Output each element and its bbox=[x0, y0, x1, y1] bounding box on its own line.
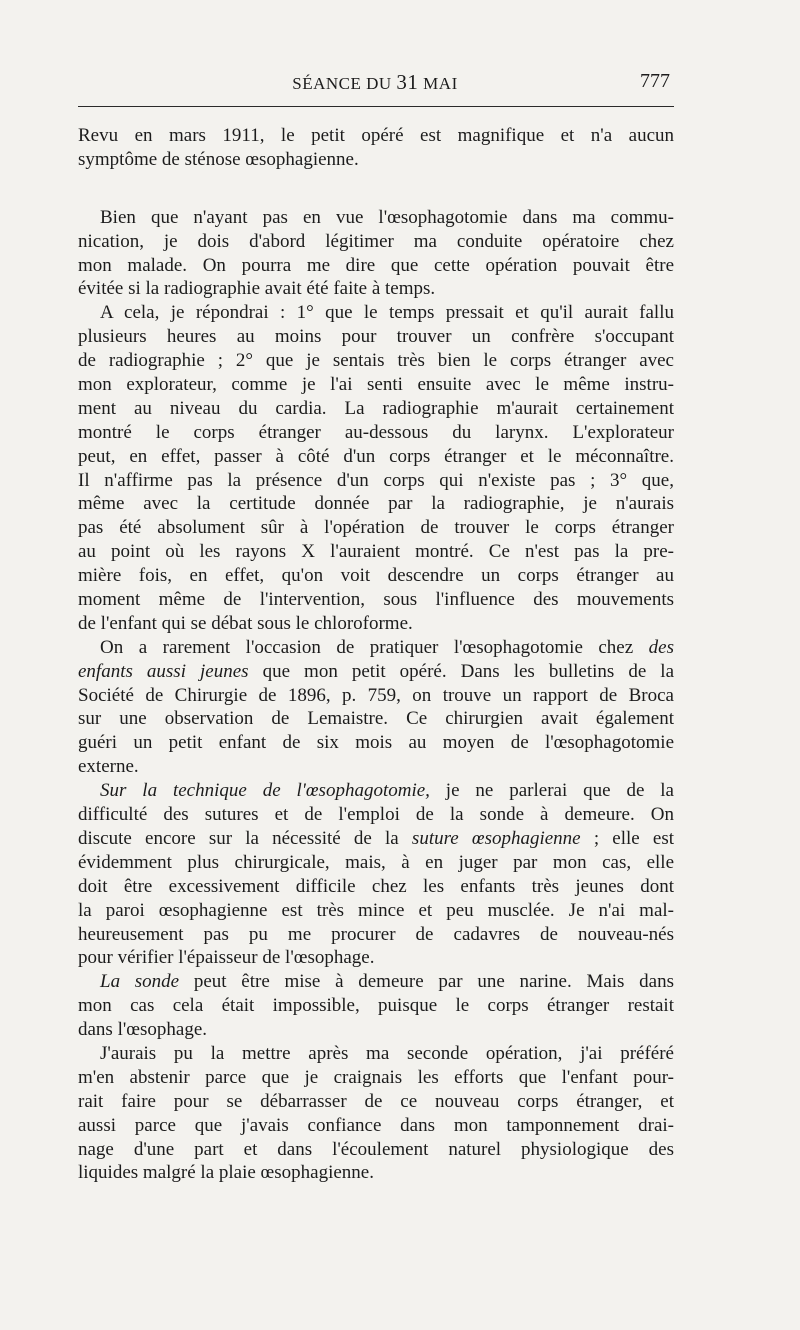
paragraph bbox=[78, 1042, 674, 1185]
text-run: peut être mise à demeure par une narine. Mais dans bbox=[179, 971, 674, 993]
text-run: discute encore sur la nécessité de la bbox=[78, 827, 412, 849]
italic-run: suture œsophagienne bbox=[411, 827, 581, 849]
text-run: ; elle est bbox=[580, 827, 674, 849]
italic-run: La sonde bbox=[100, 971, 180, 993]
text-line: mon malade. On pourra me dire que cette opération pouvait être bbox=[78, 254, 674, 276]
italic-run: Sur la technique de l'œsophagotomie, bbox=[100, 780, 430, 802]
text-line bbox=[78, 660, 674, 684]
running-header bbox=[78, 70, 672, 96]
text-line: montré le corps étranger au-dessous du larynx. L'explorateur bbox=[78, 421, 674, 443]
header-title-month: MAI bbox=[418, 74, 458, 93]
paragraph bbox=[78, 779, 674, 970]
paragraph bbox=[78, 206, 674, 302]
text-line: liquides malgré la plaie œsophagienne. bbox=[78, 1162, 374, 1184]
italic-run: enfants aussi jeunes bbox=[78, 660, 249, 682]
text-line bbox=[78, 970, 674, 994]
paragraph bbox=[78, 301, 674, 635]
text-line: peut, en effet, passer à côté d'un corps étranger et le méconnaître. bbox=[78, 445, 674, 467]
text-line: la paroi œsophagienne est très mince et peu musclée. Je n'ai mal- bbox=[78, 899, 674, 921]
text-run: je ne parlerai que de la bbox=[429, 780, 674, 802]
text-line: pas été absolument sûr à l'opération de trouver le corps étranger bbox=[78, 517, 674, 539]
text-line: externe. bbox=[78, 756, 139, 778]
paragraph bbox=[78, 124, 674, 172]
text-line: heureusement pas pu me procurer de cadavres de nouveau-nés bbox=[78, 923, 674, 945]
text-line bbox=[78, 827, 674, 851]
text-line: Bien que n'ayant pas en vue l'œsophagotomie dans ma commu- bbox=[100, 206, 674, 228]
header-title-prefix: SÉANCE DU bbox=[292, 74, 397, 93]
text-line: pour vérifier l'épaisseur de l'œsophage. bbox=[78, 947, 375, 969]
header-title bbox=[78, 70, 672, 95]
text-line: nication, je dois d'abord légitimer ma conduite opératoire chez bbox=[78, 230, 674, 252]
text-line: mon cas cela était impossible, puisque le corps étranger restait bbox=[78, 995, 674, 1017]
header-title-day: 31 bbox=[396, 70, 419, 94]
text-line: rait faire pour se débarrasser de ce nouveau corps étranger, et bbox=[78, 1090, 674, 1112]
text-line: nage d'une part et dans l'écoulement naturel physiologique des bbox=[78, 1138, 674, 1160]
text-line: de l'enfant qui se débat sous le chloroforme. bbox=[78, 612, 413, 634]
paragraph-gap bbox=[78, 172, 674, 206]
text-line: Société de Chirurgie de 1896, p. 759, on trouve un rapport de Broca bbox=[78, 684, 674, 706]
text-run: On a rarement l'occasion de pratiquer l'œsophagotomie chez bbox=[100, 636, 649, 658]
text-run: que mon petit opéré. Dans les bulletins de la bbox=[248, 660, 674, 682]
text-line: m'en abstenir parce que je craignais les efforts que l'enfant pour- bbox=[78, 1066, 674, 1088]
text-line: ment au niveau du cardia. La radiographie m'aurait certainement bbox=[78, 397, 674, 419]
page-number: 777 bbox=[640, 70, 670, 92]
body-text bbox=[78, 124, 674, 1185]
text-line: moment même de l'intervention, sous l'influence des mouvements bbox=[78, 589, 674, 611]
italic-run: des bbox=[648, 636, 674, 658]
text-line: doit être excessivement difficile chez les enfants très jeunes dont bbox=[78, 875, 674, 897]
text-line: A cela, je répondrai : 1° que le temps pressait et qu'il aurait fallu bbox=[100, 302, 674, 324]
paragraph bbox=[78, 970, 674, 1042]
text-line: difficulté des sutures et de l'emploi de la sonde à demeure. On bbox=[78, 804, 674, 826]
text-line bbox=[78, 636, 674, 660]
text-line: plusieurs heures au moins pour trouver un confrère s'occupant bbox=[78, 326, 674, 348]
text-line: évidemment plus chirurgicale, mais, à en juger par mon cas, elle bbox=[78, 851, 674, 873]
text-line: symptôme de sténose œsophagienne. bbox=[78, 148, 359, 170]
text-line: Il n'affirme pas la présence d'un corps qui n'existe pas ; 3° que, bbox=[78, 469, 674, 491]
text-line: sur une observation de Lemaistre. Ce chirurgien avait également bbox=[78, 708, 674, 730]
text-line: J'aurais pu la mettre après ma seconde opération, j'ai préféré bbox=[100, 1042, 674, 1064]
text-line: même avec la certitude donnée par la radiographie, je n'aurais bbox=[78, 493, 674, 515]
text-line: Revu en mars 1911, le petit opéré est magnifique et n'a aucun bbox=[78, 125, 674, 146]
text-line: de radiographie ; 2° que je sentais très bien le corps étranger avec bbox=[78, 350, 674, 372]
text-line: aussi parce que j'avais confiance dans mon tamponnement drai- bbox=[78, 1114, 674, 1136]
paragraph bbox=[78, 636, 674, 779]
text-line: guéri un petit enfant de six mois au moyen de l'œsophagotomie bbox=[78, 732, 674, 754]
text-line: mon explorateur, comme je l'ai senti ensuite avec le même instru- bbox=[78, 374, 674, 396]
text-line: mière fois, en effet, qu'on voit descendre un corps étranger au bbox=[78, 565, 674, 587]
text-line: dans l'œsophage. bbox=[78, 1019, 208, 1041]
text-line: évitée si la radiographie avait été faite à temps. bbox=[78, 278, 436, 300]
text-line: au point où les rayons X l'auraient montré. Ce n'est pas la pre- bbox=[78, 541, 674, 563]
text-line bbox=[78, 779, 674, 803]
header-rule bbox=[78, 106, 674, 107]
